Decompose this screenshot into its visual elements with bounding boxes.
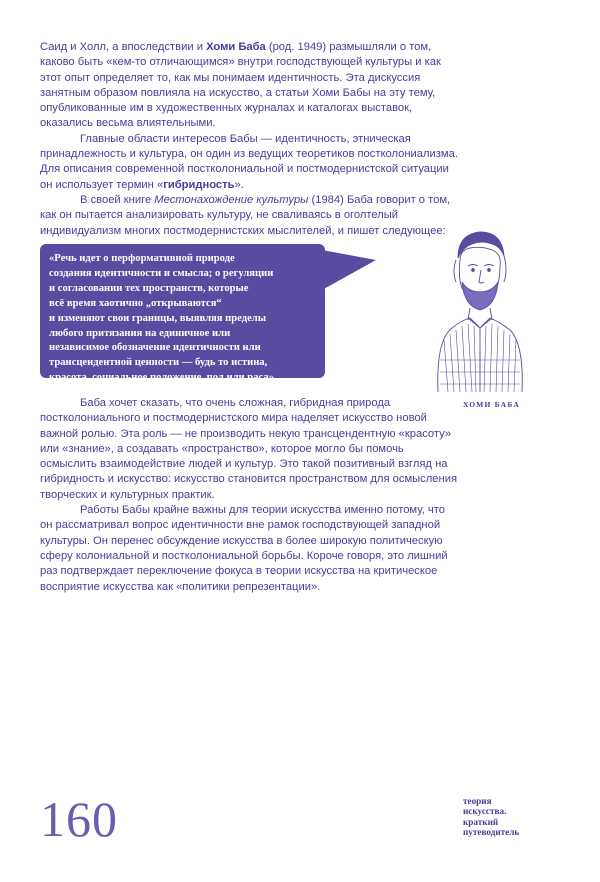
name-homi-bhabha: Хоми Баба [206, 41, 266, 53]
quote-speech-bubble [40, 244, 325, 384]
portrait-caption: ХОМИ БАБА [463, 400, 521, 409]
speech-bubble-tail [322, 250, 376, 290]
book-title-line: теория [463, 796, 492, 806]
paragraph-5: Работы Бабы крайне важны для теории искусства именно потому, что он рассматривал вопрос идентичности вне рамок господствующей западной культуры. Он перенес обсуждение искусства в более широкую политическую сферу колониальной и постколониальной борьбы. Короче говоря, это лишний раз подтверждает переключение фокуса в теории искусства на критическое восприятие искусства как «политики репрезентации». [40, 504, 448, 593]
book-title-line: путеводитель [463, 827, 520, 838]
body-text-top [40, 40, 460, 239]
term-hybridity: гибридность [163, 178, 235, 191]
paragraph-2: Главные области интересов Бабы — идентичность, этническая принадлежность и культура, он один из ведущих теоретиков постколониализма. Для описания современной постколониальной и постмодернистской ситуации он использует термин «гибридность». [40, 132, 458, 191]
page-number: 160 [40, 791, 118, 847]
book-title-line: краткий [463, 816, 499, 827]
quote-line: независимое обозначение идентичности или [49, 342, 261, 354]
portrait-illustration [428, 220, 528, 392]
quote-line: «Речь идет о перформативной природе [49, 253, 235, 264]
book-title-italic: Местонахождение культуры [154, 193, 309, 206]
quote-line: трансцендентной ценности — будь то истина, [49, 357, 268, 369]
paragraph-3: В своей книге Местонахождение культуры (1984) Баба говорит о том, как он пытается анализировать культуру, не сваливаясь в оголтелый индивидуализм многих постмодернистских мыслителей, и пишет следующее: [40, 193, 451, 237]
quote-line: любого притязания на единичное или [49, 327, 231, 339]
paragraph-1: Саид и Холл, а впоследствии и Хоми Баба (род. 1949) размышляли о том, каково быть «кем-то отличающимся» внутри господствующей культуры и как этот опыт определяет то, как мы понимаем идентичность. Эта дискуссия занятным образом повлияла на искусство, а статьи Хоми Бабы на эту тему, опубликованные им в художественных журналах и каталогах выставок, оказались весьма влиятельными. [40, 41, 441, 130]
quote-line: красота, социальное положение, пол или раса». [49, 372, 277, 384]
quote-line: и согласовании тех пространств, которые [49, 282, 249, 294]
body-text-bottom [40, 396, 460, 595]
quote-line: и изменяют свои границы, выявляя пределы [49, 312, 266, 324]
running-book-title [463, 796, 563, 838]
paragraph-4: Баба хочет сказать, что очень сложная, гибридная природа постколониального и постмодернистского мира наделяет искусство новой важной ролью. Эта роль — не производить некую трансцендентную «красоту» или «знание», а создавать «пространство», которое могло бы помочь осмыслить взаимодействие людей и культур. Это такой позитивный взгляд на гибридность и искусство: искусство становится пространством для осмысления творческих и культурных практик. [40, 397, 458, 501]
quote-line: создания идентичности и смысла; о регуляции [49, 267, 274, 279]
book-title-line: искусства. [463, 806, 507, 817]
quote-line: всё время хаотично „открываются“ [49, 297, 222, 309]
